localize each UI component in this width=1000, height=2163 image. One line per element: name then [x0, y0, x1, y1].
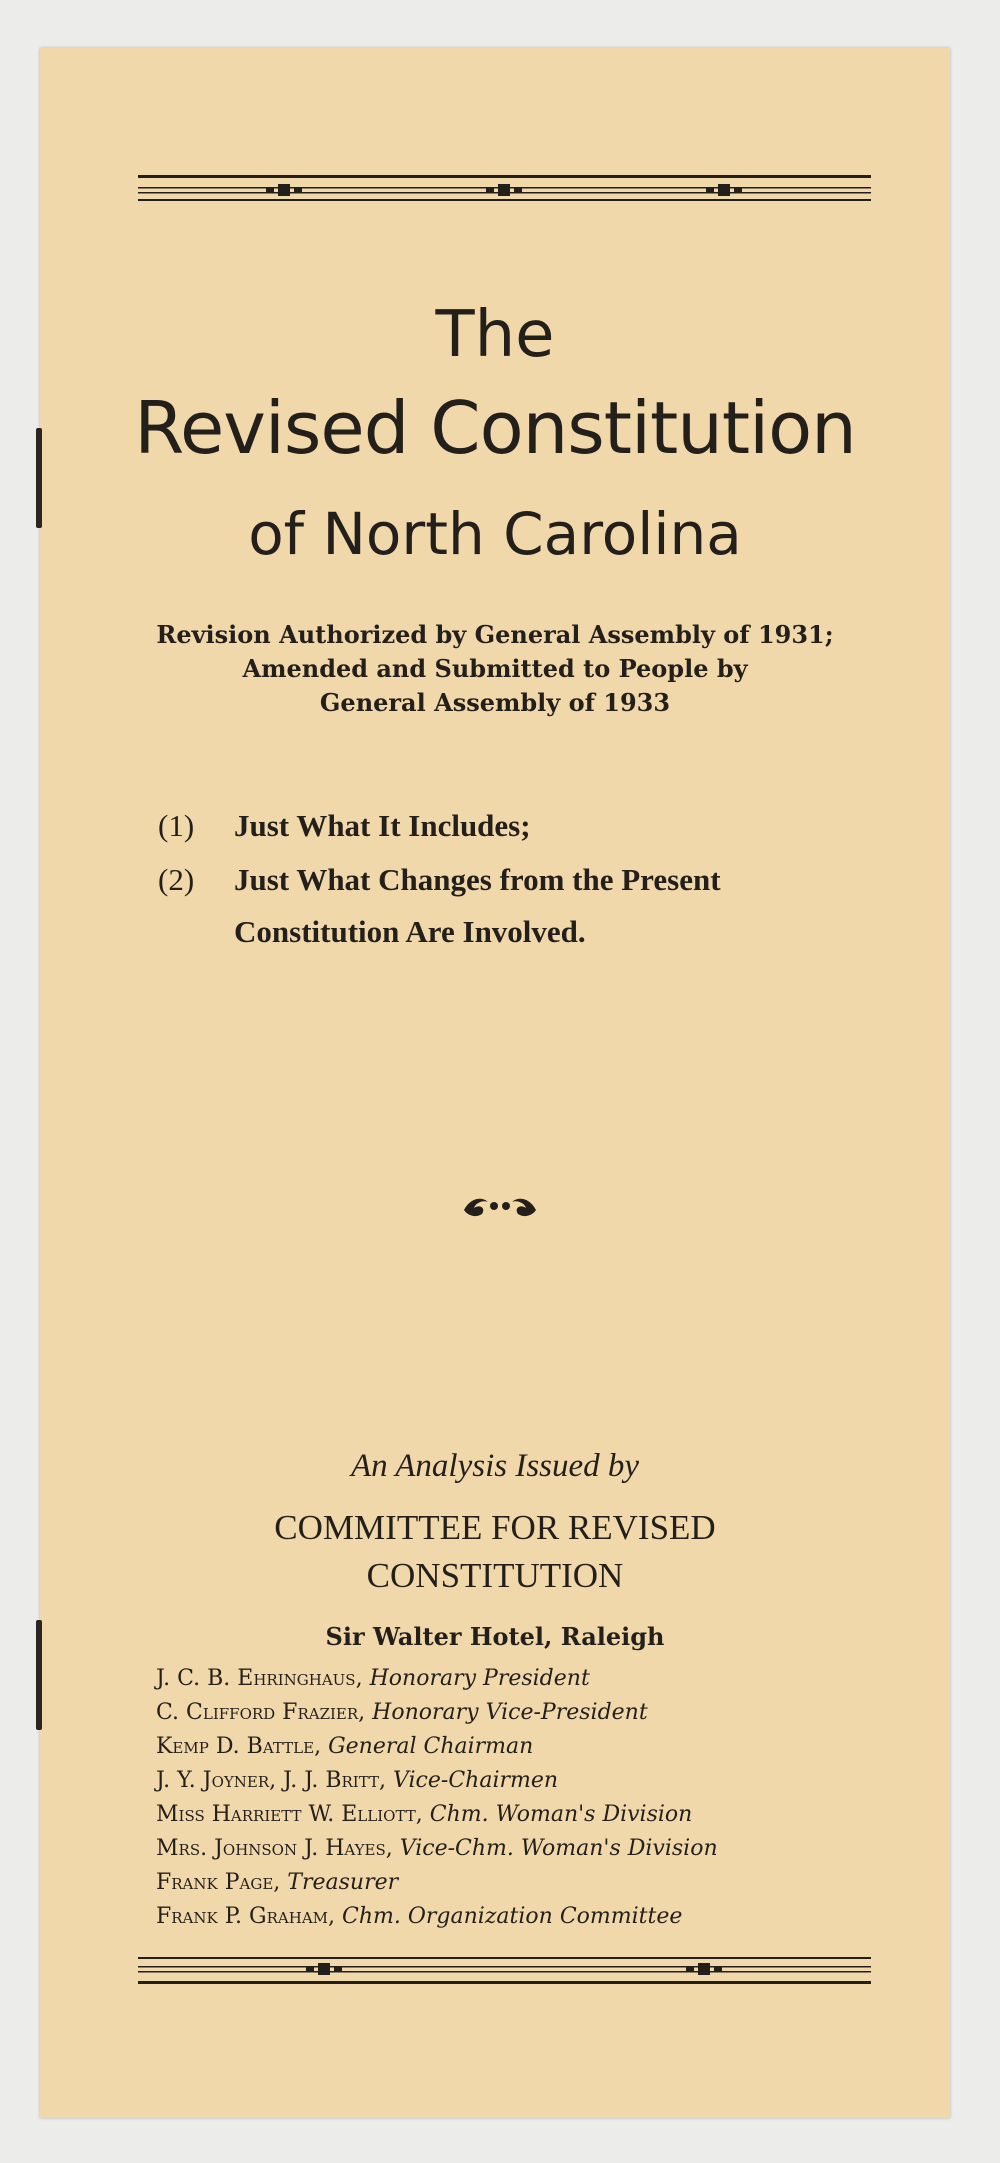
member-name: J. Y. Joyner, J. J. Britt	[156, 1768, 380, 1793]
committee-name-line-1: COMMITTEE FOR REVISED	[274, 1508, 716, 1547]
member-name: Frank P. Graham	[156, 1904, 329, 1929]
list-item-number: (1)	[158, 808, 195, 843]
member-row: Miss Harriett W. Elliott, Chm. Woman's Division	[156, 1802, 693, 1827]
floral-ornament-icon	[462, 1190, 538, 1220]
committee-name-line-2: CONSTITUTION	[366, 1556, 624, 1595]
member-role: Honorary Vice-President	[372, 1700, 648, 1725]
member-row: C. Clifford Frazier, Honorary Vice-President	[156, 1700, 648, 1725]
member-role: Vice-Chairmen	[393, 1768, 559, 1793]
member-role: Honorary President	[369, 1666, 590, 1691]
member-role: Chm. Woman's Division	[429, 1802, 693, 1827]
subtitle-line-1: Revision Authorized by General Assembly of 1931;	[156, 620, 834, 649]
member-row: J. C. B. Ehringhaus, Honorary President	[156, 1666, 590, 1691]
list-item-text: Just What It Includes;	[234, 808, 531, 843]
member-row: Kemp D. Battle, General Chairman	[156, 1734, 534, 1759]
list-item-number: (2)	[158, 862, 195, 897]
member-name: J. C. B. Ehringhaus	[156, 1666, 356, 1691]
subtitle-line-2: Amended and Submitted to People by	[242, 654, 748, 683]
member-role: General Chairman	[328, 1734, 534, 1759]
member-name: Mrs. Johnson J. Hayes	[156, 1836, 386, 1861]
member-name: Miss Harriett W. Elliott	[156, 1802, 416, 1827]
member-name: Kemp D. Battle	[156, 1734, 315, 1759]
binding-staple	[36, 1620, 42, 1730]
title-line-1: The	[435, 298, 555, 372]
title-line-2: Revised Constitution	[134, 386, 856, 470]
member-role: Chm. Organization Committee	[342, 1904, 683, 1929]
issued-by-label: An Analysis Issued by	[350, 1448, 640, 1484]
member-row: J. Y. Joyner, J. J. Britt, Vice-Chairmen	[156, 1768, 559, 1793]
member-row: Frank Page, Treasurer	[156, 1870, 399, 1895]
top-decorative-border-icon	[138, 173, 871, 205]
committee-address: Sir Walter Hotel, Raleigh	[325, 1622, 665, 1651]
binding-staple	[36, 428, 42, 528]
pamphlet-cover	[40, 48, 950, 2118]
member-row: Mrs. Johnson J. Hayes, Vice-Chm. Woman's Division	[156, 1836, 718, 1861]
member-role: Vice-Chm. Woman's Division	[399, 1836, 718, 1861]
member-role: Treasurer	[287, 1870, 399, 1895]
title-line-3: of North Carolina	[248, 500, 742, 568]
member-name: Frank Page	[156, 1870, 274, 1895]
member-row: Frank P. Graham, Chm. Organization Committee	[156, 1904, 683, 1929]
list-item-text: Constitution Are Involved.	[234, 914, 586, 949]
subtitle-line-3: General Assembly of 1933	[319, 688, 671, 717]
bottom-decorative-border-icon	[138, 1955, 871, 1987]
list-item-text: Just What Changes from the Present	[234, 862, 721, 897]
member-name: C. Clifford Frazier	[156, 1700, 359, 1725]
